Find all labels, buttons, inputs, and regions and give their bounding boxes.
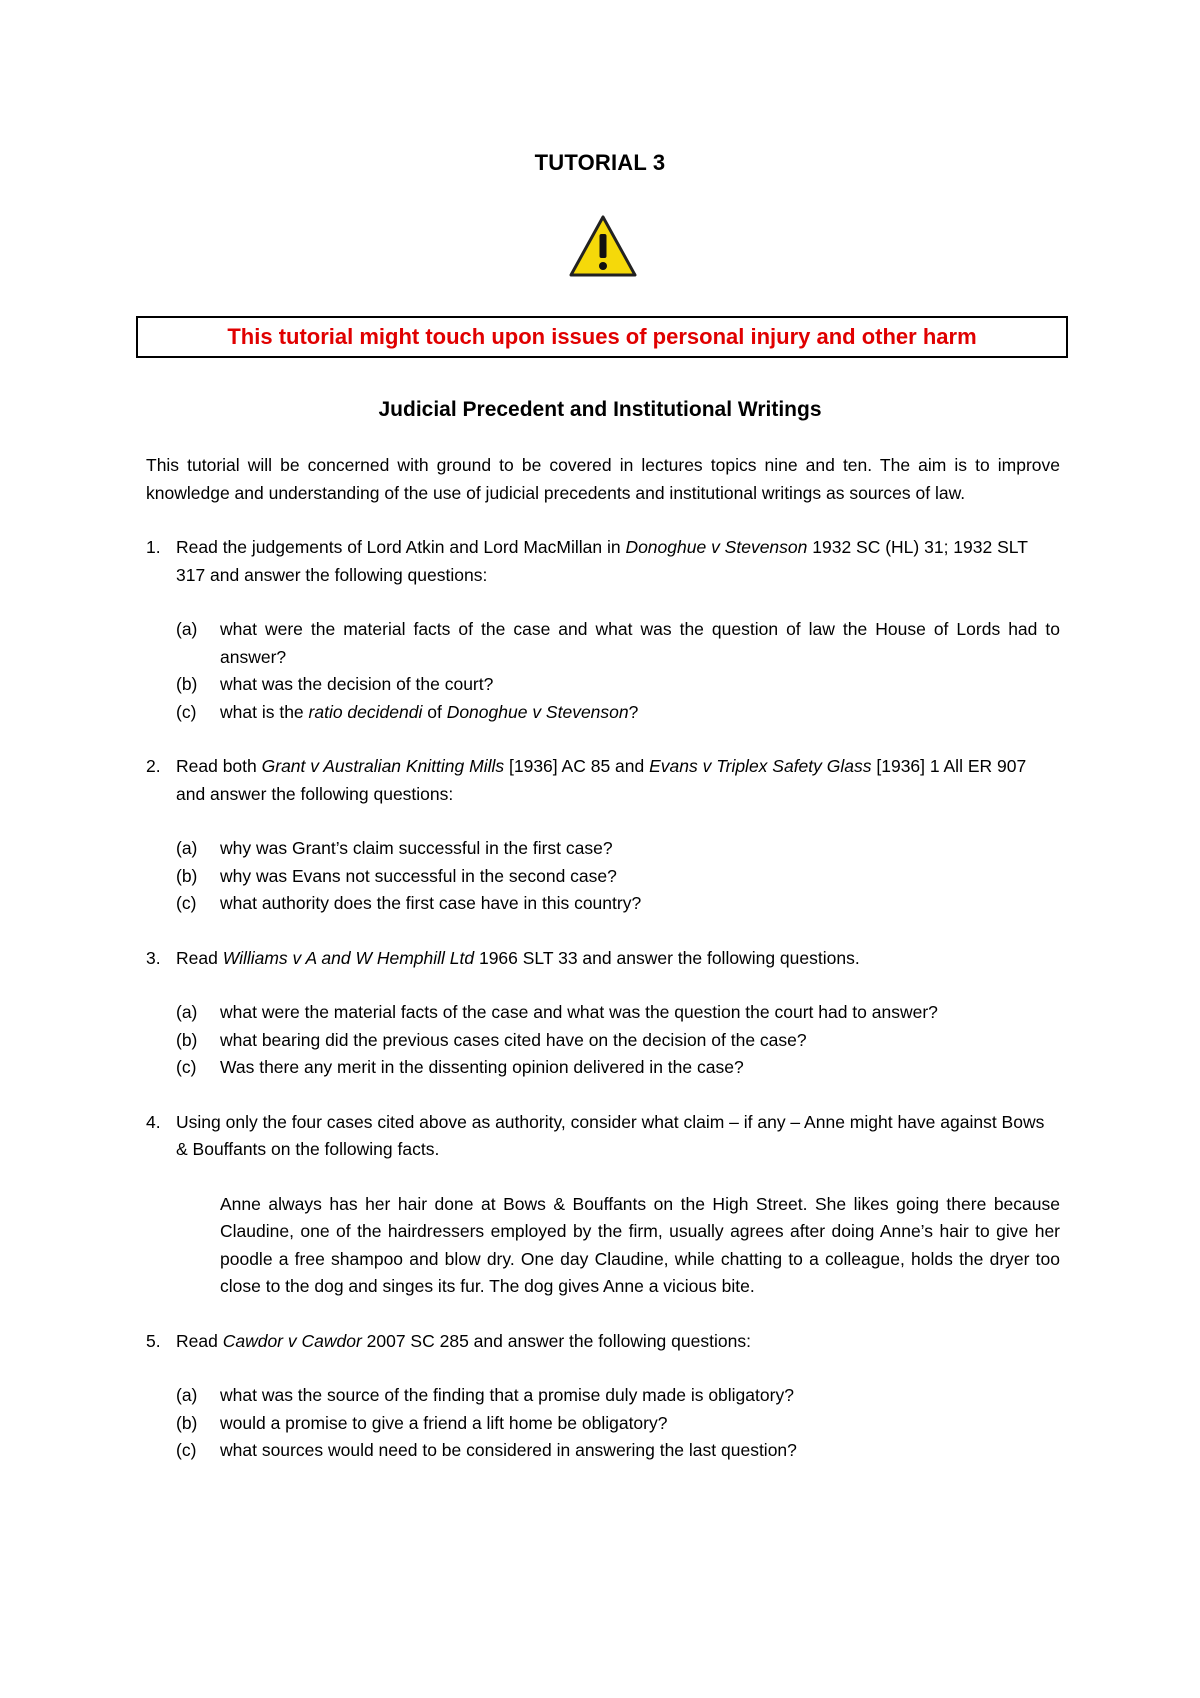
- sub-question-label: (a): [176, 1002, 198, 1022]
- warning-triangle-icon: [568, 214, 638, 278]
- content-warning-text: This tutorial might touch upon issues of personal injury and other harm: [227, 324, 977, 349]
- text-run: what is the: [220, 701, 309, 722]
- sub-question-label: (c): [176, 1440, 197, 1460]
- text-run: 1932 SC (HL) 31; 1932 SLT 317 and answer the following questions:: [176, 537, 1028, 585]
- sub-question-a: [176, 999, 1060, 1027]
- sub-question-list: [176, 835, 1060, 918]
- sub-question-text: why was Grant’s claim successful in the first case?: [220, 838, 613, 858]
- text-run: of: [422, 701, 447, 722]
- sub-question-label: (a): [176, 1385, 198, 1405]
- question-2: [146, 753, 1060, 918]
- sub-question-list: [176, 616, 1060, 726]
- sub-question-label: (b): [176, 865, 198, 886]
- section-heading: Judicial Precedent and Institutional Writings: [378, 398, 822, 421]
- scenario-paragraph: Anne always has her hair done at Bows & Bouffants on the High Street. She likes going there because Claudine, one of the hairdressers employed by the firm, usually agrees after doing Anne’s hair to give her poodle a free shampoo and blow dry. One day Claudine, while chatting to a colleague, holds the dryer too close to the dog and singes its fur. The dog gives Anne a vicious bite.: [220, 1193, 1060, 1296]
- question-text: [176, 945, 1060, 973]
- sub-question-text: what authority does the first case have in this country?: [220, 893, 642, 913]
- page-title: TUTORIAL 3: [534, 150, 666, 175]
- text-run: [1936] 1 All ER 907 and answer the following questions:: [176, 756, 1027, 804]
- sub-question-c: [176, 699, 1060, 727]
- text-run: Read both: [176, 756, 262, 776]
- case-name: Evans v Triplex Safety Glass: [649, 756, 872, 776]
- text-run: Read: [176, 947, 223, 968]
- sub-question-list: [176, 999, 1060, 1082]
- text-run: 2007 SC 285 and answer the following questions:: [361, 1330, 751, 1351]
- sub-question-text: would a promise to give a friend a lift home be obligatory?: [220, 1412, 668, 1433]
- text-run: Read the judgements of Lord Atkin and Lord MacMillan in: [176, 537, 626, 557]
- question-text: [176, 1328, 1060, 1356]
- text-run: Read: [176, 1330, 223, 1351]
- sub-question-label: (a): [176, 619, 198, 639]
- text-run: ?: [628, 701, 639, 722]
- sub-question-text: what were the material facts of the case and what was the question the court had to answer?: [220, 1002, 938, 1022]
- question-text: [176, 753, 1060, 808]
- sub-question-c: [176, 1054, 1060, 1082]
- case-name: Donoghue v Stevenson: [625, 537, 808, 557]
- case-name: Cawdor v Cawdor: [222, 1330, 362, 1351]
- text-run: [1936] AC 85 and: [504, 756, 650, 776]
- sub-question-text: what bearing did the previous cases cited have on the decision of the case?: [220, 1029, 807, 1050]
- question-3: [146, 945, 1060, 1082]
- sub-question-text: [220, 699, 1060, 727]
- sub-question-text: why was Evans not successful in the second case?: [220, 865, 617, 886]
- sub-question-text: what was the decision of the court?: [220, 674, 494, 694]
- question-number: 3.: [146, 947, 161, 968]
- sub-question-c: [176, 890, 1060, 918]
- sub-question-b: [176, 863, 1060, 891]
- latin-term: ratio decidendi: [308, 701, 423, 722]
- sub-question-text: what were the material facts of the case and what was the question of law the House of Lords had to answer?: [220, 619, 1060, 667]
- sub-question-label: (b): [176, 1029, 198, 1050]
- sub-question-label: (c): [176, 1057, 197, 1077]
- question-number: 2.: [146, 756, 161, 776]
- sub-question-list: [176, 1382, 1060, 1465]
- sub-question-b: [176, 1410, 1060, 1438]
- case-name: Williams v A and W Hemphill Ltd: [222, 947, 475, 968]
- sub-question-a: [176, 1382, 1060, 1410]
- intro-paragraph: This tutorial will be concerned with ground to be covered in lectures topics nine and ten. The aim is to improve knowledge and understanding of the use of judicial precedents and institutional writings as sources of law.: [146, 455, 1060, 503]
- question-text: Using only the four cases cited above as authority, consider what claim – if any – Anne might have against Bows & Bouffants on the following facts.: [176, 1111, 1045, 1159]
- question-1: [146, 534, 1060, 726]
- sub-question-label: (b): [176, 1412, 198, 1433]
- question-text: [176, 534, 1060, 589]
- question-number: 1.: [146, 537, 161, 557]
- question-number: 5.: [146, 1330, 161, 1351]
- question-4: [146, 1109, 1060, 1301]
- sub-question-b: [176, 671, 1060, 699]
- sub-question-label: (c): [176, 701, 197, 722]
- text-run: 1966 SLT 33 and answer the following questions.: [474, 947, 860, 968]
- question-number: 4.: [146, 1111, 161, 1132]
- sub-question-text: Was there any merit in the dissenting opinion delivered in the case?: [220, 1057, 744, 1077]
- sub-question-label: (c): [176, 893, 197, 913]
- sub-question-c: [176, 1437, 1060, 1465]
- sub-question-text: what was the source of the finding that a promise duly made is obligatory?: [220, 1385, 794, 1405]
- sub-question-label: (b): [176, 674, 198, 694]
- case-name: Donoghue v Stevenson: [446, 701, 629, 722]
- tutorial-body: [146, 452, 1060, 1492]
- sub-question-label: (a): [176, 838, 198, 858]
- sub-question-a: [176, 835, 1060, 863]
- sub-question-b: [176, 1027, 1060, 1055]
- sub-question-a: [176, 616, 1060, 671]
- sub-question-text: what sources would need to be considered in answering the last question?: [220, 1440, 797, 1460]
- question-5: [146, 1328, 1060, 1465]
- case-name: Grant v Australian Knitting Mills: [261, 756, 505, 776]
- content-warning-box: [136, 316, 1068, 358]
